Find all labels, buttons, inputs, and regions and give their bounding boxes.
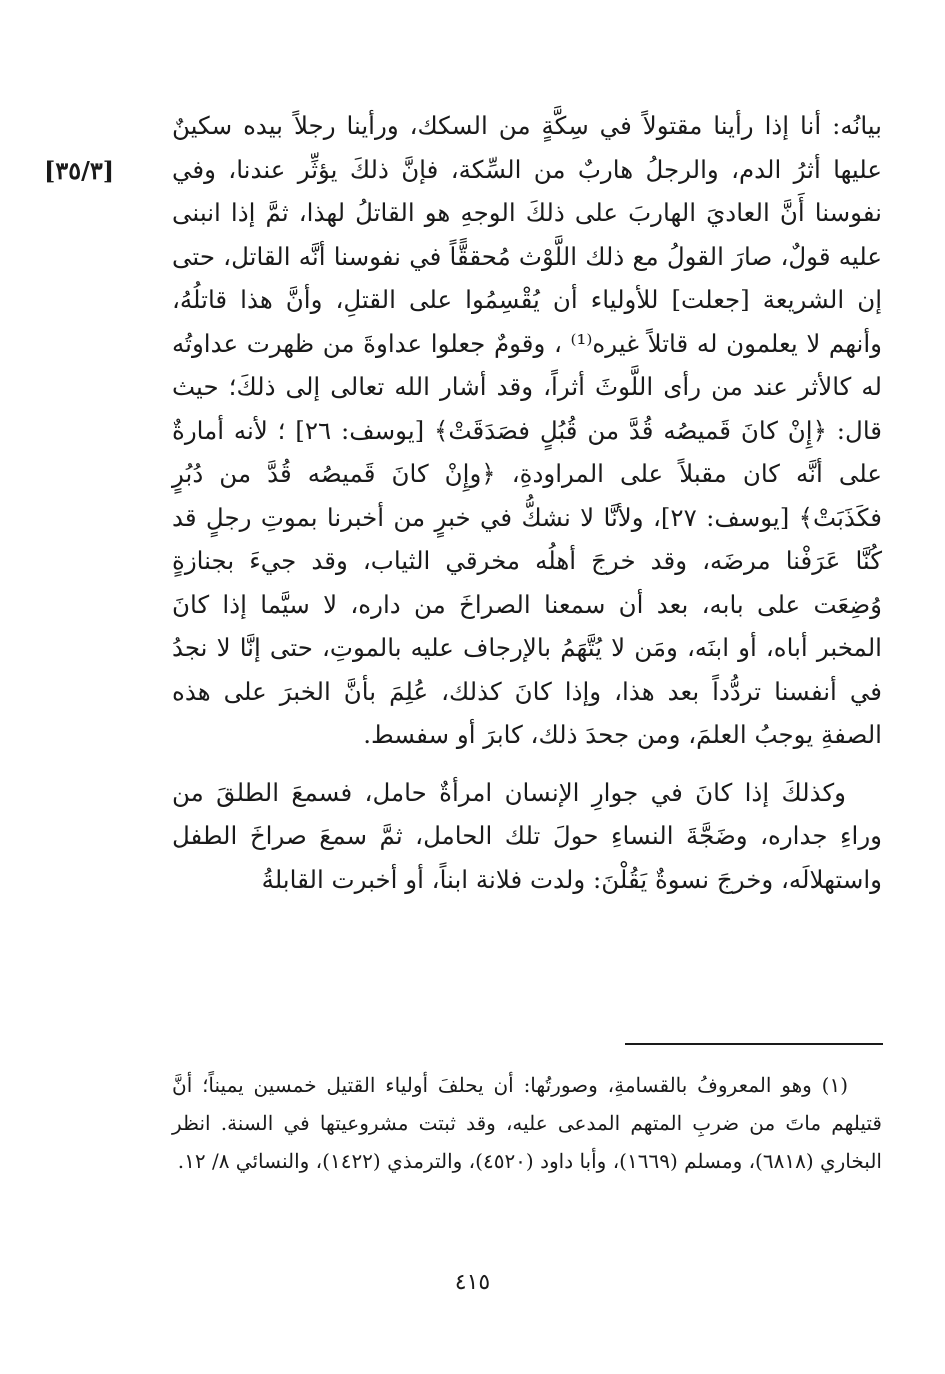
footnotes-section [172, 1066, 882, 1180]
paragraph-2: وكذلكَ إذا كانَ في جوارِ الإنسان امرأةٌ حامل، فسمعَ الطلقَ من وراءِ جداره، وضَجَّةَ النساءِ حولَ تلك الحامل، ثمَّ سمعَ صراخَ الطفل واستهلالَه، وخرجَ نسوةٌ يَقُلْنَ: ولدت فلانة ابناً، أو أخبرت القابلةُ [172, 777, 882, 894]
footnote-1: (١) وهو المعروفُ بالقسامةِ، وصورتُها: أن يحلفَ أولياء القتيل خمسين يميناً؛ أنَّ قتيلهم ماتَ من ضربِ المتهم المدعى عليه، وقد ثبتت مشروعيتها في السنة. انظر البخاري (٦٨١٨)، ومسلم (١٦٦٩)، وأبا داود (٤٥٢٠)، والترمذي (١٤٢٢)، والنسائي ٨/ ١٢. [172, 1073, 882, 1173]
footnote-divider [625, 1043, 883, 1045]
page-number: ٤١٥ [454, 1270, 491, 1295]
paragraph-1: بيانُه: أنا إذا رأينا مقتولاً في سِكَّةٍ من السكك، ورأينا رجلاً بيده سكينٌ عليها أثرُ الدم، والرجلُ هاربٌ من السِّكة، فإنَّ ذلكَ يؤثِّر عندنا، وفي نفوسنا أَنَّ العاديَ الهاربَ على ذلكَ الوجهِ هو القاتلُ لهذا، ثمَّ إذا انبنى عليه قولٌ، صارَ القولُ مع ذلك اللَّوْث مُحققًّاً في نفوسنا أنَّه القاتل، حتى إن الشريعة [جعلت] للأولياء أن يُقْسِمُوا على القتلِ، وأنَّ هذا قاتلُهُ، وأنهم لا يعلمون له قاتلاً غيره⁽¹⁾ ، وقومٌ جعلوا عداوةَ من ظهرت عداوتُه له كالأثر عند من رأى اللَّوثَ أثراً، وقد أشار الله تعالى إلى ذلكَ؛ حيث قال: ﴿إِنْ كانَ قَميصُه قُدَّ من قُبُلٍ فصَدَقَتْ﴾ [يوسف: ٢٦] ؛ لأنه أمارةٌ على أنَّه كان مقبلاً على المراودةِ، ﴿وإِنْ كانَ قَميصُه قُدَّ من دُبُرٍ فكَذَبَتْ﴾ [يوسف: ٢٧]، ولأنَّا لا نشكُّ في خبرٍ من أخبرنا بموتِ رجلٍ قد كُنَّا عَرَفْنا مرضَه، وقد خرجَ أهلُه مخرقي الثياب، وقد جيءَ بجنازةٍ وُضِعَت على بابه، بعد أن سمعنا الصراخَ من داره، لا سيَّما إذا كانَ المخبر أباه، أو ابنَه، ومَن لا يُتَّهَمُ بالإرجاف عليه بالموتِ، حتى إنَّا لا نجدُ في أنفسنا تردُّداً بعد هذا، وإذا كانَ كذلك، عُلِمَ بأنَّ الخبرَ على هذه الصفةِ يوجبُ العلمَ، ومن جحدَ ذلك، كابرَ أو سفسط. [172, 111, 883, 749]
margin-reference: [٣٥/٣] [44, 156, 115, 185]
main-text-body [172, 104, 882, 901]
